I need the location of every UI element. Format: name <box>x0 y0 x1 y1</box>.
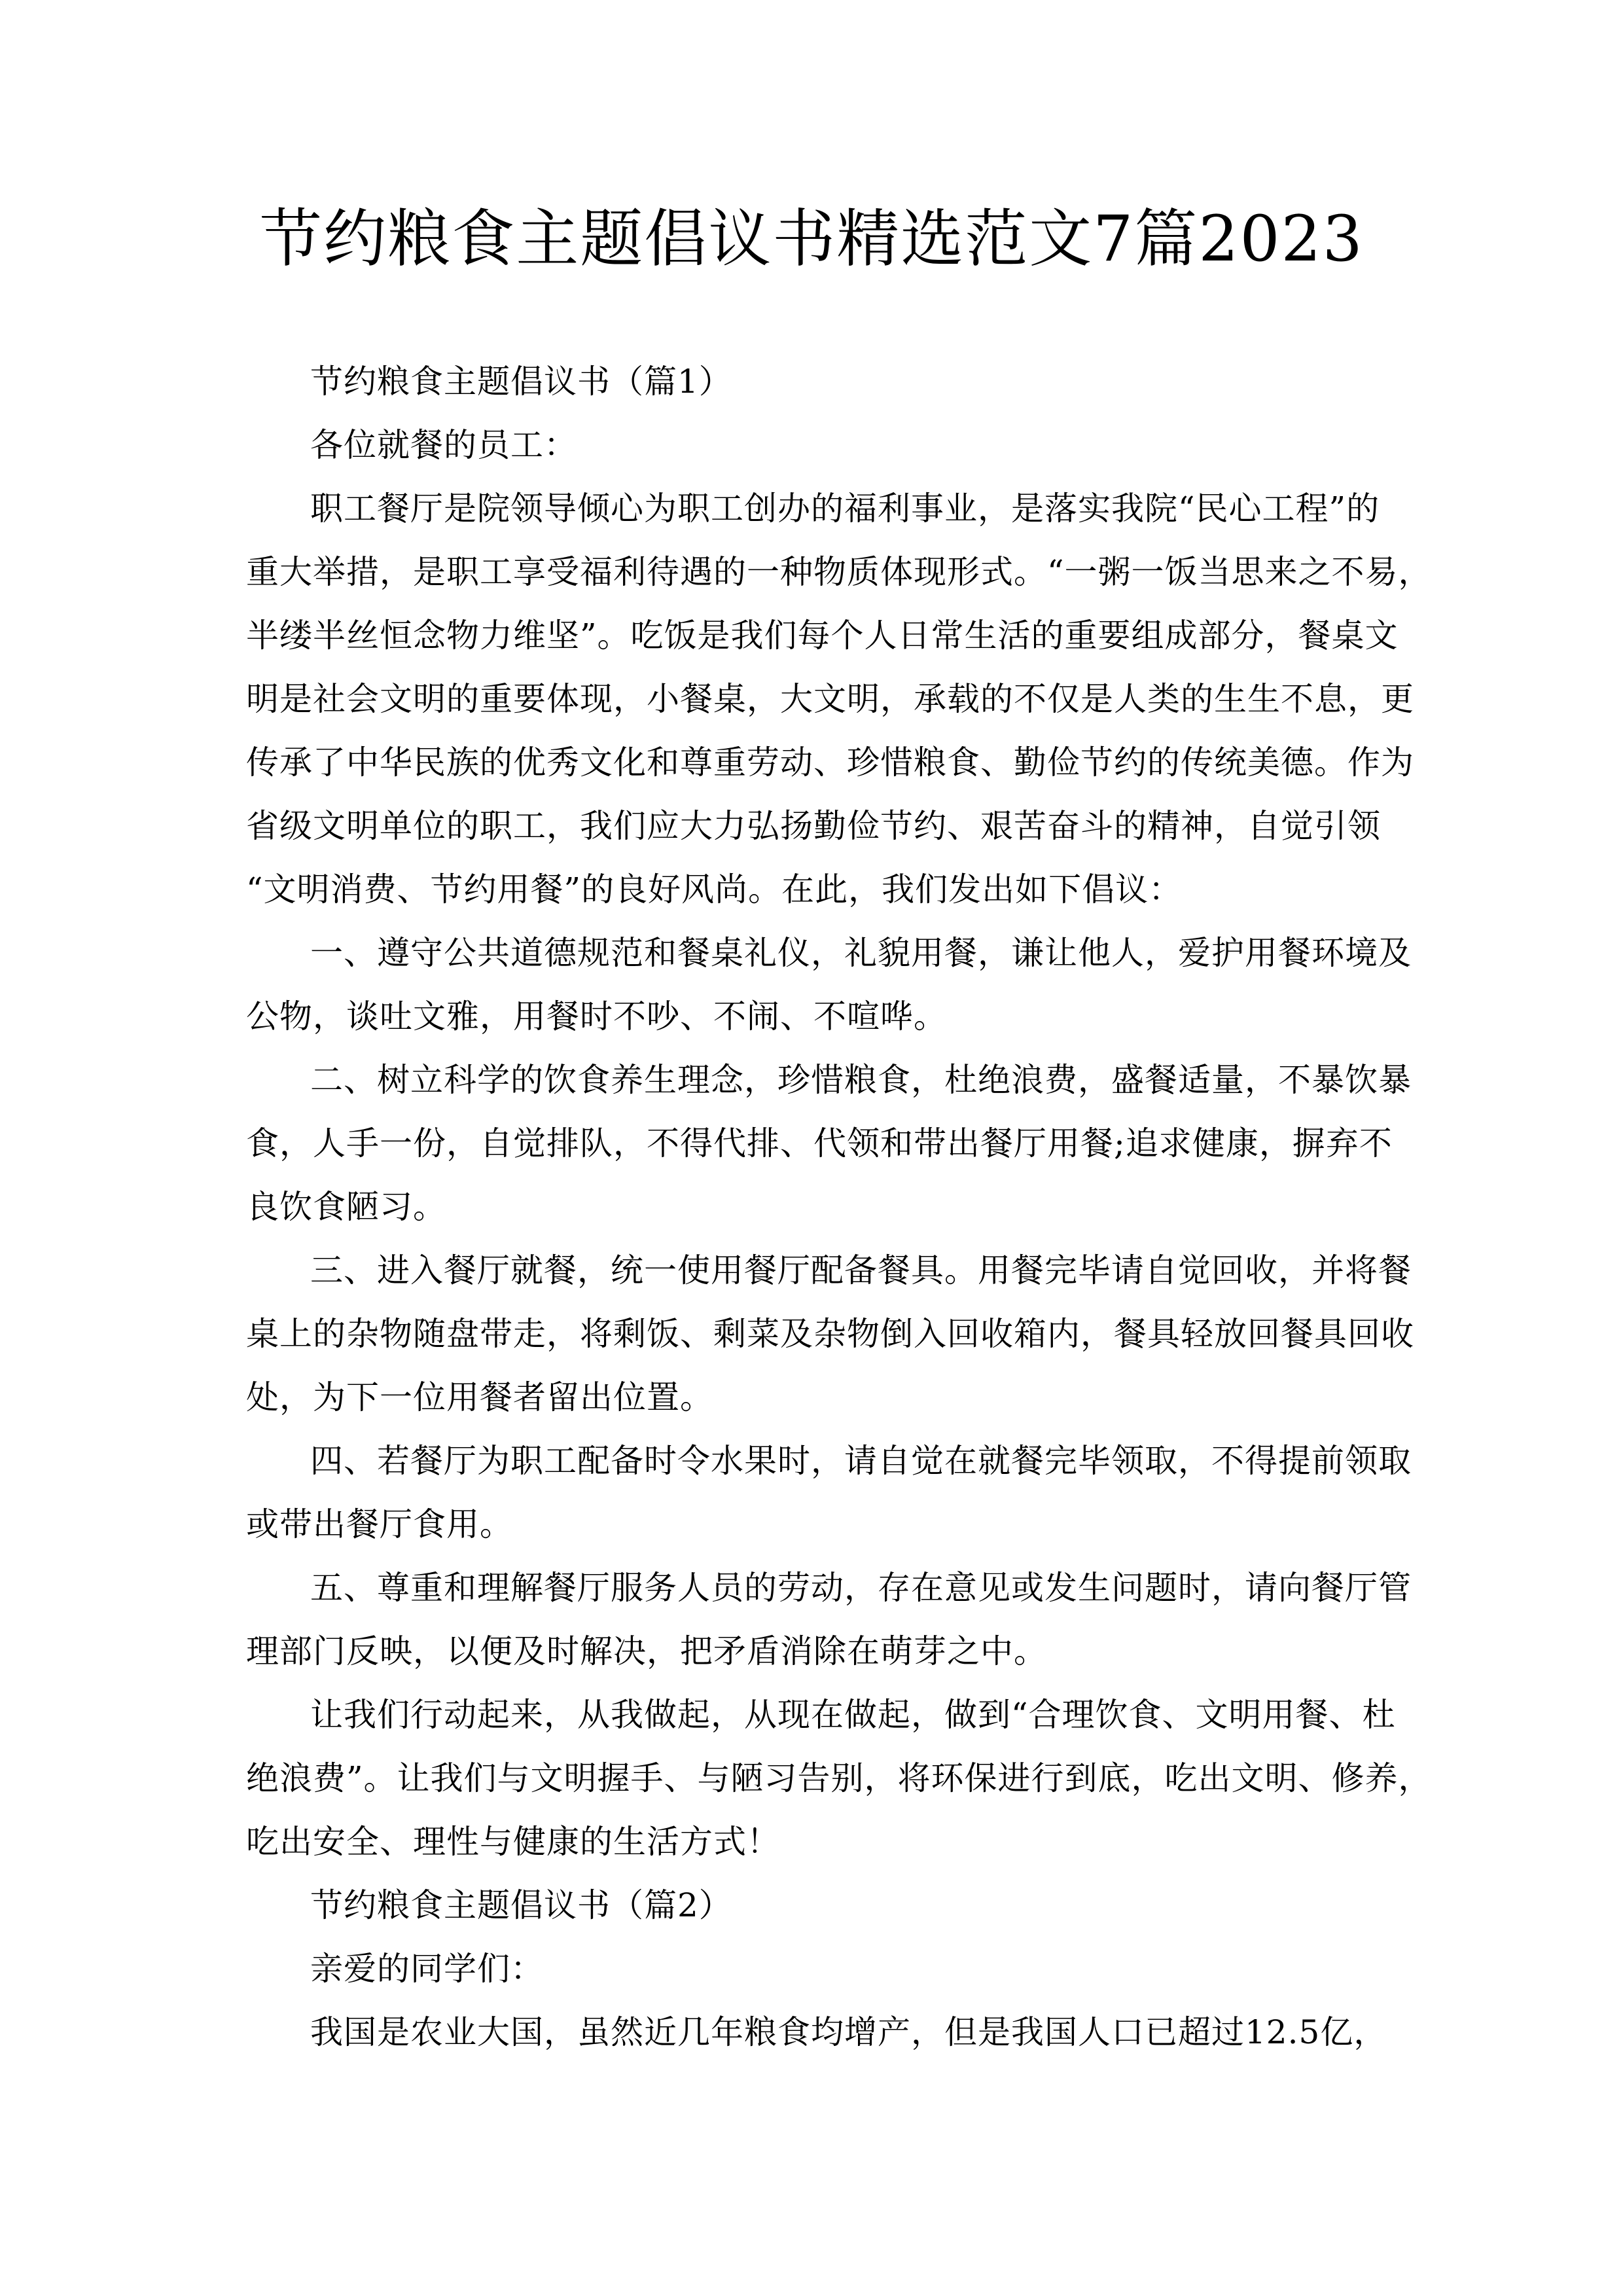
paragraph-line: 四、若餐厅为职工配备时令水果时，请自觉在就餐完毕领取，不得提前领取 <box>310 1442 1412 1480</box>
section-heading: 节约粮食主题倡议书（篇1） <box>310 363 732 401</box>
paragraph-line: 二、树立科学的饮食养生理念，珍惜粮食，杜绝浪费，盛餐适量，不暴饮暴 <box>310 1061 1412 1099</box>
paragraph-line: 半缕半丝恒念物力维坚”。吃饭是我们每个人日常生活的重要组成部分，餐桌文 <box>246 617 1399 655</box>
paragraph-line: 绝浪费”。让我们与文明握手、与陋习告别，将环保进行到底，吃出文明、修养， <box>246 1759 1432 1797</box>
paragraph-line: 理部门反映，以便及时解决，把矛盾消除在萌芽之中。 <box>246 1632 1047 1670</box>
paragraph-line: 我国是农业大国，虽然近几年粮食均增产，但是我国人口已超过12.5亿， <box>310 2013 1387 2051</box>
paragraph-line: 桌上的杂物随盘带走，将剩饭、剩菜及杂物倒入回收箱内，餐具轻放回餐具回收 <box>246 1315 1414 1353</box>
paragraph-line: 明是社会文明的重要体现，小餐桌，大文明，承载的不仅是人类的生生不息，更 <box>246 680 1414 718</box>
paragraph-line: 或带出餐厅食用。 <box>246 1505 513 1543</box>
paragraph-line: 传承了中华民族的优秀文化和尊重劳动、珍惜粮食、勤俭节约的传统美德。作为 <box>246 744 1414 781</box>
paragraph-line: “文明消费、节约用餐”的良好风尚。在此，我们发出如下倡议： <box>246 870 1183 908</box>
paragraph-line: 吃出安全、理性与健康的生活方式！ <box>246 1823 780 1861</box>
paragraph-line: 五、尊重和理解餐厅服务人员的劳动，存在意见或发生问题时，请向餐厅管 <box>310 1569 1412 1607</box>
paragraph-line: 良饮食陋习。 <box>246 1188 446 1226</box>
paragraph-line: 让我们行动起来，从我做起，从现在做起，做到“合理饮食、文明用餐、杜 <box>310 1696 1396 1734</box>
section-heading: 节约粮食主题倡议书（篇2） <box>310 1886 732 1924</box>
paragraph-line: 职工餐厅是院领导倾心为职工创办的福利事业，是落实我院“民心工程”的 <box>310 490 1380 528</box>
paragraph-line: 一、遵守公共道德规范和餐桌礼仪，礼貌用餐，谦让他人，爱护用餐环境及 <box>310 934 1412 972</box>
paragraph-line: 公物，谈吐文雅，用餐时不吵、不闹、不喧哗。 <box>246 997 947 1035</box>
paragraph-line: 省级文明单位的职工，我们应大力弘扬勤俭节约、艰苦奋斗的精神，自觉引领 <box>246 807 1381 845</box>
paragraph-line: 食，人手一份，自觉排队，不得代排、代领和带出餐厅用餐;追求健康，摒弃不 <box>246 1124 1393 1162</box>
document-title: 节约粮食主题倡议书精选范文7篇2023 <box>259 202 1364 276</box>
paragraph-line: 三、进入餐厅就餐，统一使用餐厅配备餐具。用餐完毕请自觉回收，并将餐 <box>310 1251 1412 1289</box>
salutation-line: 亲爱的同学们： <box>310 1950 544 1988</box>
paragraph-line: 处，为下一位用餐者留出位置。 <box>246 1378 713 1416</box>
salutation-line: 各位就餐的员工： <box>310 426 577 464</box>
paragraph-line: 重大举措，是职工享受福利待遇的一种物质体现形式。“一粥一饭当思来之不易， <box>246 553 1432 591</box>
